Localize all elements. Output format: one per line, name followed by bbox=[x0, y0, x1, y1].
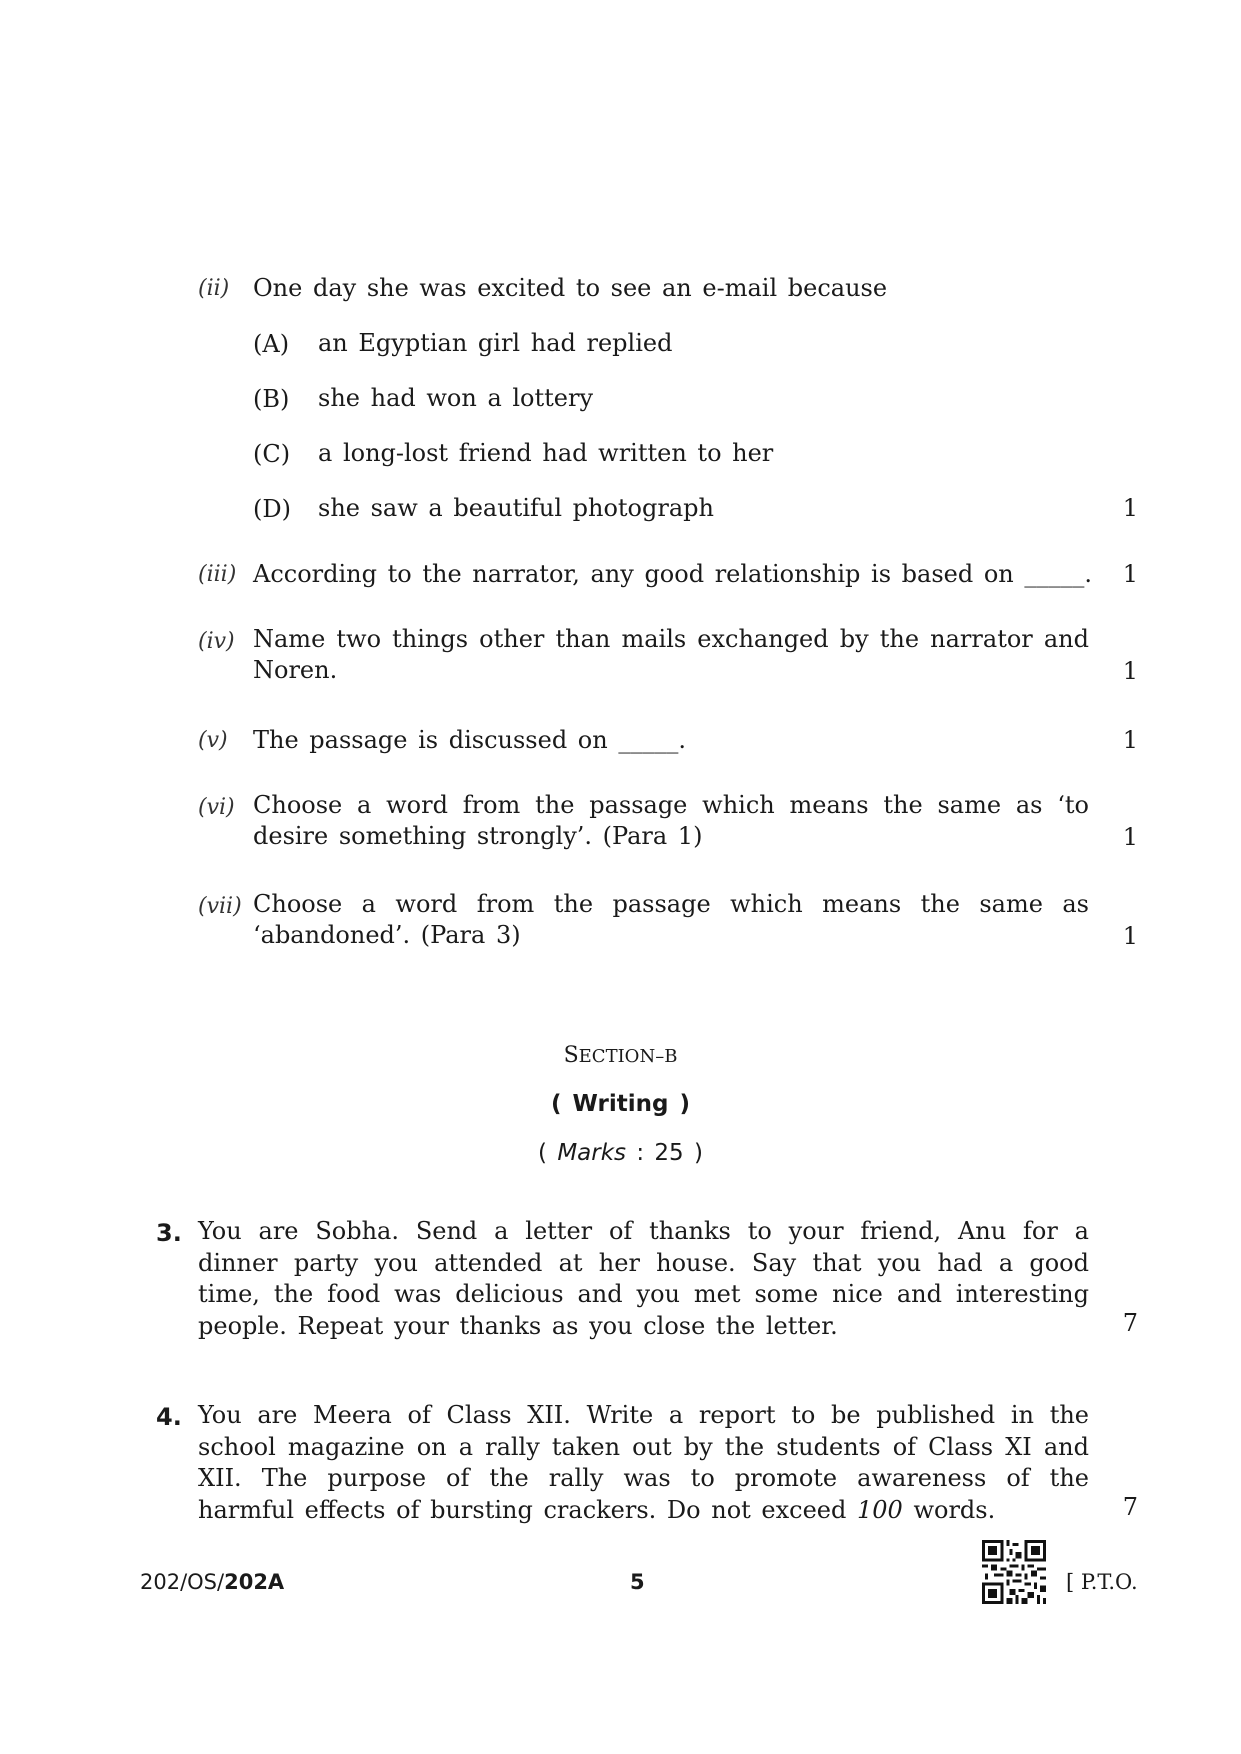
marks-open: ( bbox=[538, 1140, 558, 1166]
question-text: The passage is discussed on _____. bbox=[253, 726, 686, 754]
question-text-part: You are Meera of Class XII. Write a report to be published in the school magazine on a rally taken out by the students of Class XI and XII. The purpose of the rally was to promote awareness of the harmful effects of bursting crackers. Do not exceed bbox=[198, 1401, 1089, 1524]
question-mark: 1 bbox=[1122, 560, 1138, 588]
question-text bbox=[198, 1400, 1089, 1526]
question-number: (vi) bbox=[198, 795, 235, 820]
marks-value: : 25 ) bbox=[626, 1140, 703, 1166]
section-marks bbox=[0, 1140, 1241, 1166]
section-title bbox=[0, 1043, 1241, 1068]
question-text: One day she was excited to see an e-mail because bbox=[253, 274, 888, 302]
question-text: Choose a word from the passage which means the same as ‘to desire something strongly’. (Para 1) bbox=[253, 791, 1089, 850]
question-text-part: words. bbox=[902, 1495, 996, 1524]
option-text: she had won a lottery bbox=[318, 384, 594, 412]
option-letter: (A) bbox=[253, 330, 290, 358]
question-mark: 1 bbox=[1122, 823, 1138, 851]
question-mark: 1 bbox=[1122, 726, 1138, 754]
paper-code-prefix: 202/OS/ bbox=[140, 1570, 225, 1594]
marks-label: Marks bbox=[557, 1140, 627, 1166]
question-text: Name two things other than mails exchanged by the narrator and Noren. bbox=[253, 625, 1089, 684]
question-number: (vii) bbox=[198, 894, 242, 919]
question-number: (v) bbox=[198, 728, 228, 753]
question-text: According to the narrator, any good relationship is based on _____. bbox=[253, 560, 1092, 588]
question-mark: 1 bbox=[1122, 494, 1138, 522]
page-number: 5 bbox=[630, 1570, 645, 1594]
question-mark: 7 bbox=[1122, 1309, 1138, 1337]
question-mark: 1 bbox=[1122, 657, 1138, 685]
question-text: Choose a word from the passage which means the same as ‘abandoned’. (Para 3) bbox=[253, 890, 1089, 949]
paper-code bbox=[140, 1570, 284, 1594]
section-title-initial: S bbox=[563, 1043, 579, 1068]
option-text: a long-lost friend had written to her bbox=[318, 439, 774, 467]
question-number: (iv) bbox=[198, 629, 235, 654]
option-letter: (B) bbox=[253, 385, 290, 413]
question-number: 3. bbox=[156, 1219, 182, 1247]
section-title-rest: ECTION–B bbox=[578, 1046, 678, 1067]
question-mark: 1 bbox=[1122, 922, 1138, 950]
pto-text: [ P.T.O. bbox=[1066, 1570, 1138, 1594]
qr-code-icon bbox=[982, 1540, 1046, 1604]
option-text: she saw a beautiful photograph bbox=[318, 494, 714, 522]
section-subtitle: ( Writing ) bbox=[551, 1091, 690, 1117]
question-number: (ii) bbox=[198, 276, 230, 301]
question-number: (iii) bbox=[198, 562, 237, 587]
option-letter: (C) bbox=[253, 440, 291, 468]
option-text: an Egyptian girl had replied bbox=[318, 329, 673, 357]
question-text: You are Sobha. Send a letter of thanks to your friend, Anu for a dinner party you attended at her house. Say that you had a good time, the food was delicious and you met some nice and interesting people. Repeat your thanks as you close the letter. bbox=[198, 1217, 1089, 1340]
word-limit: 100 bbox=[857, 1495, 903, 1524]
paper-code-bold: 202A bbox=[224, 1570, 285, 1594]
question-number: 4. bbox=[156, 1403, 182, 1431]
question-mark: 7 bbox=[1122, 1493, 1138, 1521]
option-letter: (D) bbox=[253, 495, 291, 523]
